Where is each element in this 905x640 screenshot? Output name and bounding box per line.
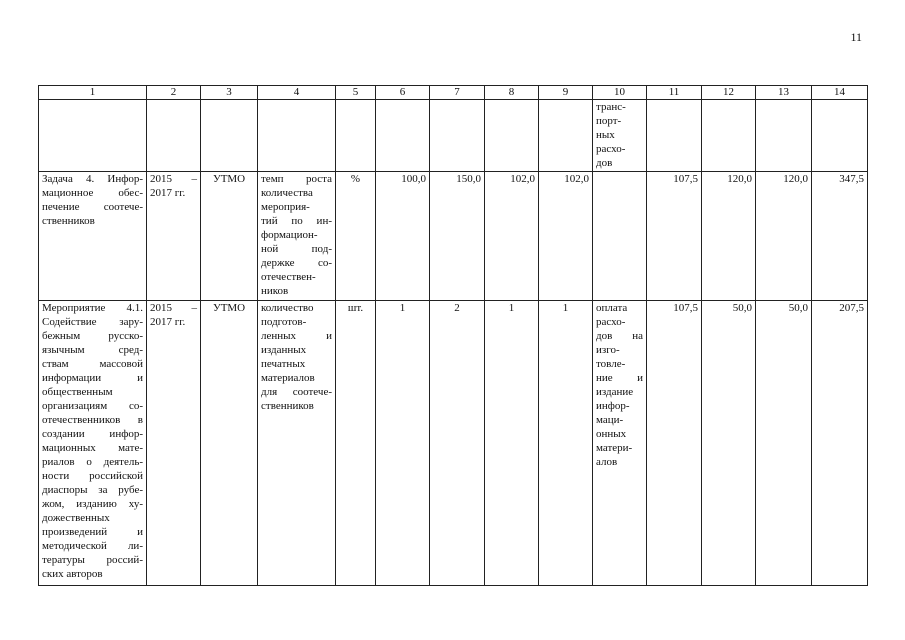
cell-line: формацион-	[261, 229, 318, 241]
cell-line: Содействие зару-	[42, 316, 143, 328]
value-cell: 107,5	[647, 301, 702, 586]
cell-line: жом, изданию ху-	[42, 498, 143, 510]
cell-text	[150, 301, 197, 329]
cell-line: ственников	[42, 215, 95, 227]
cell-line: 2017 гг.	[150, 316, 186, 328]
cell-line: подготов-	[261, 316, 307, 328]
cell-line: темп роста	[261, 173, 332, 185]
table-cell	[201, 100, 258, 172]
cell-line: ных	[596, 129, 615, 141]
cell-text	[42, 172, 143, 228]
table-row-continuation	[39, 100, 868, 172]
cell-line: для соотече-	[261, 386, 332, 398]
cell-line: материалов	[261, 372, 315, 384]
table-cell	[702, 100, 756, 172]
expense-description-cell	[593, 100, 647, 172]
cell-line: маци-	[596, 414, 624, 426]
value-cell: 1	[376, 301, 430, 586]
executor-cell: УТМО	[201, 172, 258, 301]
cell-text	[261, 172, 332, 298]
cell-line: порт-	[596, 115, 622, 127]
page-number: 11	[850, 30, 862, 44]
table-cell	[258, 100, 336, 172]
cell-text	[261, 301, 332, 413]
cell-line: ности российской	[42, 470, 143, 482]
value-cell: 120,0	[756, 172, 812, 301]
expense-description-cell	[593, 172, 647, 301]
cell-line: дов на	[596, 330, 643, 342]
expense-description-cell	[593, 301, 647, 586]
cell-line: количество	[261, 302, 314, 314]
cell-line: организациям со-	[42, 400, 143, 412]
header-cell: 11	[647, 86, 702, 100]
header-cell: 13	[756, 86, 812, 100]
header-cell: 2	[147, 86, 201, 100]
column-number-row	[39, 86, 868, 100]
header-cell: 8	[485, 86, 539, 100]
cell-text	[596, 100, 643, 170]
value-cell: 150,0	[430, 172, 485, 301]
cell-line: дов	[596, 157, 613, 169]
cell-line: информации и	[42, 372, 143, 384]
cell-line: мационное обес-	[42, 187, 143, 199]
cell-line: изданных	[261, 344, 307, 356]
header-cell: 14	[812, 86, 868, 100]
header-cell: 5	[336, 86, 376, 100]
cell-line: матери-	[596, 442, 633, 454]
header-cell: 12	[702, 86, 756, 100]
cell-line: ственников	[261, 400, 314, 412]
table-cell	[336, 100, 376, 172]
cell-line: создании инфор-	[42, 428, 143, 440]
cell-line: печатных	[261, 358, 306, 370]
value-cell: 207,5	[812, 301, 868, 586]
cell-line: 2017 гг.	[150, 187, 186, 199]
value-cell: 1	[485, 301, 539, 586]
cell-line: ских авторов	[42, 568, 103, 580]
cell-line: расхо-	[596, 143, 626, 155]
cell-line: расхо-	[596, 316, 626, 328]
task-name-cell	[39, 172, 147, 301]
indicator-cell	[258, 301, 336, 586]
cell-line: произведений и	[42, 526, 143, 538]
cell-line: оплата	[596, 302, 628, 314]
cell-line: товле-	[596, 358, 626, 370]
cell-line: тий по ин-	[261, 215, 332, 227]
table-cell	[812, 100, 868, 172]
cell-line: методической ли-	[42, 540, 143, 552]
cell-line: дожественных	[42, 512, 110, 524]
cell-text	[150, 172, 197, 200]
table-row-task-4	[39, 172, 868, 301]
value-cell: 100,0	[376, 172, 430, 301]
table-cell	[756, 100, 812, 172]
header-cell: 7	[430, 86, 485, 100]
cell-line: язычным сред-	[42, 344, 143, 356]
cell-line: держке со-	[261, 257, 332, 269]
cell-line: 2015 –	[150, 173, 197, 185]
unit-cell: %	[336, 172, 376, 301]
cell-line: изго-	[596, 344, 620, 356]
cell-line: Задача 4. Инфор-	[42, 173, 143, 185]
cell-line: мационных мате-	[42, 442, 143, 454]
cell-line: транс-	[596, 101, 626, 113]
value-cell: 50,0	[756, 301, 812, 586]
cell-line: 2015 –	[150, 302, 197, 314]
cell-line: тературы россий-	[42, 554, 143, 566]
table-cell	[430, 100, 485, 172]
unit-cell: шт.	[336, 301, 376, 586]
header-cell: 6	[376, 86, 430, 100]
cell-line: издание	[596, 386, 634, 398]
cell-line: отечественников в	[42, 414, 143, 426]
value-cell: 2	[430, 301, 485, 586]
cell-line: ленных и	[261, 330, 332, 342]
cell-line: алов	[596, 456, 618, 468]
header-cell: 10	[593, 86, 647, 100]
table-cell	[376, 100, 430, 172]
executor-cell: УТМО	[201, 301, 258, 586]
cell-line: ной под-	[261, 243, 332, 255]
table-cell	[39, 100, 147, 172]
cell-line: общественным	[42, 386, 113, 398]
value-cell: 102,0	[539, 172, 593, 301]
header-cell: 4	[258, 86, 336, 100]
cell-line: печение соотече-	[42, 201, 143, 213]
header-cell: 1	[39, 86, 147, 100]
table-cell	[647, 100, 702, 172]
cell-line: бежным русско-	[42, 330, 143, 342]
cell-text	[42, 301, 143, 581]
value-cell: 102,0	[485, 172, 539, 301]
table-row-activity-4-1	[39, 301, 868, 586]
cell-line: ников	[261, 285, 289, 297]
value-cell: 50,0	[702, 301, 756, 586]
activity-name-cell	[39, 301, 147, 586]
cell-line: ние и	[596, 372, 643, 384]
value-cell: 1	[539, 301, 593, 586]
cell-line: отечествен-	[261, 271, 316, 283]
cell-line: риалов о деятель-	[42, 456, 143, 468]
cell-line: количества	[261, 187, 313, 199]
program-table	[38, 85, 868, 586]
period-cell	[147, 301, 201, 586]
cell-line: ствам массовой	[42, 358, 143, 370]
table-cell	[539, 100, 593, 172]
cell-text	[596, 301, 643, 469]
cell-line: диаспоры за рубе-	[42, 484, 143, 496]
cell-line: онных	[596, 428, 627, 440]
cell-line: Мероприятие 4.1.	[42, 302, 143, 314]
value-cell: 120,0	[702, 172, 756, 301]
indicator-cell	[258, 172, 336, 301]
cell-line: мероприя-	[261, 201, 310, 213]
value-cell: 347,5	[812, 172, 868, 301]
header-cell: 9	[539, 86, 593, 100]
value-cell: 107,5	[647, 172, 702, 301]
header-cell: 3	[201, 86, 258, 100]
period-cell	[147, 172, 201, 301]
cell-line: инфор-	[596, 400, 630, 412]
table-cell	[485, 100, 539, 172]
table-cell	[147, 100, 201, 172]
